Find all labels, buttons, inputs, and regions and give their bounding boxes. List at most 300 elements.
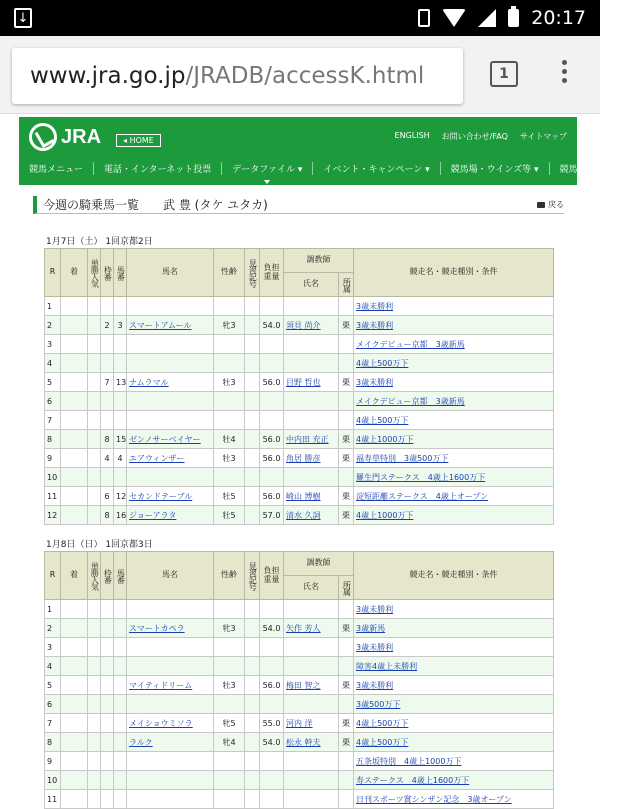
cell-waku: 7 [101, 373, 114, 392]
cell-sexage: 牡5 [214, 487, 245, 506]
horse-link[interactable]: マイティドリーム [129, 680, 193, 690]
cell-sexage [214, 392, 245, 411]
cell-uma: 13 [114, 373, 127, 392]
cell-race [354, 297, 554, 316]
col-trainer-name: 氏名 [284, 576, 339, 600]
race-link[interactable]: 4歳上1000万下 [356, 434, 414, 444]
cell-sexage [214, 638, 245, 657]
cell-waku: 2 [101, 316, 114, 335]
table-row [45, 619, 554, 638]
cell-waku [101, 392, 114, 411]
cell-sexage [214, 297, 245, 316]
cell-horse [127, 411, 214, 430]
cell-mark [61, 411, 88, 430]
race-link[interactable]: 3歳未勝利 [356, 680, 394, 690]
cell-trainer [284, 657, 339, 676]
cell-blinker [245, 752, 260, 771]
table-row [45, 695, 554, 714]
col-blinker: 見習記号 [245, 552, 260, 600]
status-bar [0, 0, 600, 36]
back-icon [537, 202, 545, 208]
cell-trainer [284, 600, 339, 619]
race-link[interactable]: 3歳未勝利 [356, 604, 394, 614]
cell-waku [101, 790, 114, 809]
cell-race [354, 600, 554, 619]
cell-popularity [88, 676, 101, 695]
cell-uma: 4 [114, 449, 127, 468]
cell-race [354, 487, 554, 506]
col-trainer-name: 氏名 [284, 273, 339, 297]
cell-waku: 6 [101, 487, 114, 506]
cell-race [354, 657, 554, 676]
cell-sexage: 牡3 [214, 449, 245, 468]
cell-blinker [245, 373, 260, 392]
cell-affil: 栗 [339, 316, 354, 335]
table-row [45, 657, 554, 676]
nav-keiba-menu[interactable]: 競馬メニュー [19, 162, 94, 175]
cell-race [354, 733, 554, 752]
col-weight: 負担重量 [260, 249, 284, 297]
cell-affil: 栗 [339, 430, 354, 449]
cell-r: 4 [45, 354, 61, 373]
cell-mark [61, 468, 88, 487]
trainer-link[interactable]: 角居 勝彦 [286, 453, 321, 463]
cell-mark [61, 638, 88, 657]
table-row [45, 297, 554, 316]
cell-affil [339, 411, 354, 430]
cell-weight [260, 790, 284, 809]
col-mark: 着 [61, 552, 88, 600]
horse-link[interactable]: ジョーアラタ [129, 510, 177, 520]
horse-link[interactable]: スマートアムール [129, 320, 192, 330]
cell-uma [114, 619, 127, 638]
cell-race [354, 695, 554, 714]
table-row [45, 392, 554, 411]
race-link[interactable]: 3歳未勝利 [356, 301, 394, 311]
overflow-menu-icon[interactable] [562, 60, 570, 83]
table-row [45, 487, 554, 506]
table-row [45, 771, 554, 790]
cell-uma [114, 335, 127, 354]
race-link[interactable]: 3歳未勝利 [356, 377, 394, 387]
table-row [45, 600, 554, 619]
cell-r: 11 [45, 487, 61, 506]
race-link[interactable]: 4歳上500万下 [356, 358, 409, 368]
cell-blinker [245, 449, 260, 468]
cell-horse [127, 354, 214, 373]
cell-waku [101, 771, 114, 790]
cell-weight [260, 695, 284, 714]
race-link[interactable]: 3歳未勝利 [356, 320, 394, 330]
col-mark: 着 [61, 249, 88, 297]
cell-uma: 12 [114, 487, 127, 506]
signal-icon [478, 9, 496, 27]
cell-horse [127, 771, 214, 790]
race-link[interactable]: 4歳上500万下 [356, 415, 409, 425]
cell-uma [114, 733, 127, 752]
cell-weight: 54.0 [260, 316, 284, 335]
col-race: 競走名・競走種別・条件 [354, 552, 554, 600]
cell-uma [114, 790, 127, 809]
race-link[interactable]: 障害4歳上未勝利 [356, 661, 418, 671]
nav-events[interactable]: イベント・キャンペーン ▾ [313, 162, 440, 175]
cell-popularity [88, 790, 101, 809]
cell-r: 1 [45, 600, 61, 619]
cell-trainer [284, 373, 339, 392]
horse-link[interactable]: ゼンノサーベイヤー [129, 434, 201, 444]
cell-trainer [284, 676, 339, 695]
cell-r: 11 [45, 790, 61, 809]
cell-affil [339, 638, 354, 657]
cell-r: 9 [45, 449, 61, 468]
cell-blinker [245, 506, 260, 525]
cell-blinker [245, 714, 260, 733]
trainer-link[interactable]: 中内田 充正 [286, 434, 329, 444]
cell-blinker [245, 316, 260, 335]
day2-date: 1月8日（日） 1回京都3日 [46, 540, 153, 550]
cell-blinker [245, 430, 260, 449]
col-horse: 馬名 [127, 552, 214, 600]
nav-gallery[interactable]: 競馬ギャラリー ▾ [559, 164, 630, 175]
cell-mark [61, 752, 88, 771]
table-row [45, 316, 554, 335]
col-sexage: 性齢 [214, 552, 245, 600]
cell-weight: 56.0 [260, 487, 284, 506]
cell-blinker [245, 638, 260, 657]
cell-blinker [245, 695, 260, 714]
cell-waku [101, 297, 114, 316]
cell-waku [101, 733, 114, 752]
cell-horse [127, 638, 214, 657]
horse-link[interactable]: エアウィンザー [129, 453, 185, 463]
cell-trainer [284, 487, 339, 506]
cell-waku [101, 468, 114, 487]
cell-blinker [245, 657, 260, 676]
cell-race [354, 752, 554, 771]
table-row [45, 790, 554, 809]
cell-popularity [88, 752, 101, 771]
cell-trainer [284, 316, 339, 335]
cell-sexage: 牝3 [214, 316, 245, 335]
col-uma: 馬番 [114, 249, 127, 297]
cell-affil [339, 468, 354, 487]
race-link[interactable]: 4歳上1000万下 [356, 510, 414, 520]
cell-popularity [88, 714, 101, 733]
cell-uma [114, 638, 127, 657]
race-link[interactable]: 福寿草特別 3歳500万下 [356, 453, 449, 463]
cell-waku [101, 600, 114, 619]
cell-weight [260, 638, 284, 657]
col-waku: 枠番 [101, 552, 114, 600]
cell-horse [127, 506, 214, 525]
cell-weight: 55.0 [260, 714, 284, 733]
cell-race [354, 619, 554, 638]
horse-link[interactable]: ラルク [129, 737, 153, 747]
trainer-link[interactable]: 河内 洋 [286, 718, 313, 728]
cell-race [354, 771, 554, 790]
cell-affil: 栗 [339, 449, 354, 468]
cell-mark [61, 297, 88, 316]
cell-blinker [245, 354, 260, 373]
cell-waku [101, 752, 114, 771]
nav-datafile[interactable]: データファイル ▾ [222, 162, 313, 175]
cell-mark [61, 430, 88, 449]
cell-horse [127, 657, 214, 676]
cell-r: 4 [45, 657, 61, 676]
cell-r: 12 [45, 506, 61, 525]
col-popularity: 単勝人気 [88, 552, 101, 600]
cell-weight: 54.0 [260, 733, 284, 752]
cell-uma [114, 297, 127, 316]
cell-popularity [88, 733, 101, 752]
trainer-link[interactable]: 崎山 博樹 [286, 491, 321, 501]
cell-waku: 4 [101, 449, 114, 468]
race-link[interactable]: 3歳未勝利 [356, 642, 394, 652]
trainer-link[interactable]: 梅田 智之 [286, 680, 321, 690]
cell-waku: 8 [101, 430, 114, 449]
cell-sexage: 牡4 [214, 430, 245, 449]
cell-affil [339, 657, 354, 676]
col-trainer-group: 調教師 [284, 552, 354, 576]
cell-weight: 56.0 [260, 676, 284, 695]
trainer-link[interactable]: 目野 哲也 [286, 377, 321, 387]
table-row [45, 752, 554, 771]
trainer-link[interactable]: 須貝 尚介 [286, 320, 321, 330]
trainer-link[interactable]: 清水 久詞 [286, 510, 321, 520]
cell-horse [127, 600, 214, 619]
cell-affil: 栗 [339, 733, 354, 752]
cell-waku [101, 354, 114, 373]
cell-r: 8 [45, 733, 61, 752]
url-path: /JRADB/accessK.html [185, 63, 425, 89]
cell-weight [260, 392, 284, 411]
cell-sexage: 牝3 [214, 619, 245, 638]
cell-trainer [284, 297, 339, 316]
cell-r: 1 [45, 297, 61, 316]
cell-race [354, 335, 554, 354]
cell-trainer [284, 411, 339, 430]
cell-affil [339, 354, 354, 373]
cell-r: 10 [45, 468, 61, 487]
cell-race [354, 354, 554, 373]
race-link[interactable]: 五条坂特別 4歳上1000万下 [356, 756, 462, 766]
cell-r: 5 [45, 676, 61, 695]
cell-trainer [284, 752, 339, 771]
cell-uma [114, 657, 127, 676]
cell-horse [127, 714, 214, 733]
cell-mark [61, 354, 88, 373]
cell-blinker [245, 771, 260, 790]
horse-link[interactable]: メイショウミソラ [129, 718, 193, 728]
horse-link[interactable]: セカンドテーブル [129, 491, 193, 501]
main-nav [19, 155, 630, 181]
cell-horse [127, 297, 214, 316]
cell-r: 9 [45, 752, 61, 771]
race-link[interactable]: メイクデビュー京都 3歳新馬 [356, 339, 465, 349]
col-horse: 馬名 [127, 249, 214, 297]
nav-racecourses[interactable]: 競馬場・ウインズ等 ▾ [441, 162, 550, 175]
race-link[interactable]: 4歳上500万下 [356, 737, 409, 747]
cell-race [354, 373, 554, 392]
link-english[interactable]: ENGLISH [394, 131, 430, 140]
nav-voting[interactable]: 電話・インターネット投票 [94, 162, 222, 175]
race-link[interactable]: 日刊スポーツ賞シンザン記念 3歳オープン [356, 794, 512, 804]
col-trainer-affil: 所属 [339, 273, 354, 297]
col-weight: 負担重量 [260, 552, 284, 600]
cell-popularity [88, 487, 101, 506]
trainer-link[interactable]: 松永 幹夫 [286, 737, 321, 747]
cell-popularity [88, 468, 101, 487]
cell-mark [61, 335, 88, 354]
cell-popularity [88, 373, 101, 392]
race-link[interactable]: 羅生門ステークス 4歳上1600万下 [356, 472, 486, 482]
jra-header [19, 117, 630, 185]
cell-trainer [284, 335, 339, 354]
cell-popularity [88, 392, 101, 411]
col-trainer-affil: 所属 [339, 576, 354, 600]
day1-date: 1月7日（土） 1回京都2日 [46, 237, 153, 247]
cell-r: 2 [45, 619, 61, 638]
cell-blinker [245, 392, 260, 411]
table-row [45, 449, 554, 468]
cell-r: 6 [45, 392, 61, 411]
cell-sexage [214, 600, 245, 619]
cell-weight [260, 297, 284, 316]
cell-blinker [245, 468, 260, 487]
col-trainer-group: 調教師 [284, 249, 354, 273]
link-faq[interactable]: お問い合わせ/FAQ [441, 132, 508, 141]
cell-weight [260, 600, 284, 619]
cell-horse [127, 373, 214, 392]
trainer-link[interactable]: 矢作 芳人 [286, 623, 321, 633]
col-r: R [45, 552, 61, 600]
cell-blinker [245, 487, 260, 506]
cell-trainer [284, 790, 339, 809]
tab-switcher-button[interactable]: 1 [490, 61, 518, 87]
cell-r: 3 [45, 638, 61, 657]
race-link[interactable]: メイクデビュー京都 3歳新馬 [356, 396, 465, 406]
cell-mark [61, 676, 88, 695]
wifi-icon [442, 9, 466, 27]
cell-race [354, 468, 554, 487]
cell-uma [114, 676, 127, 695]
cell-affil: 栗 [339, 714, 354, 733]
cell-waku [101, 657, 114, 676]
table-row [45, 468, 554, 487]
home-button[interactable]: ◂ HOME [116, 134, 161, 147]
cell-horse [127, 335, 214, 354]
horse-link[interactable]: スマートカペラ [129, 623, 185, 633]
cell-race [354, 449, 554, 468]
jra-logo[interactable] [29, 123, 101, 151]
cell-weight [260, 657, 284, 676]
back-link[interactable]: 戻る [537, 199, 564, 210]
cell-weight: 57.0 [260, 506, 284, 525]
cell-mark [61, 790, 88, 809]
cell-affil: 栗 [339, 506, 354, 525]
cell-waku [101, 695, 114, 714]
race-link[interactable]: 淀短距離ステークス 4歳上オープン [356, 491, 489, 501]
cell-weight: 56.0 [260, 373, 284, 392]
cell-waku [101, 411, 114, 430]
table-row [45, 411, 554, 430]
cell-horse [127, 790, 214, 809]
cell-uma [114, 392, 127, 411]
cell-trainer [284, 771, 339, 790]
cell-blinker [245, 411, 260, 430]
cell-uma [114, 411, 127, 430]
cell-blinker [245, 790, 260, 809]
table-row [45, 676, 554, 695]
cell-trainer [284, 714, 339, 733]
horse-link[interactable]: ナムラマル [129, 377, 169, 387]
link-sitemap[interactable]: サイトマップ [519, 132, 567, 141]
cell-weight [260, 771, 284, 790]
race-link[interactable]: 4歳上500万下 [356, 718, 409, 728]
day2-table [44, 551, 554, 809]
cell-blinker [245, 619, 260, 638]
cell-sexage: 牡3 [214, 676, 245, 695]
cell-horse [127, 487, 214, 506]
url-bar[interactable] [12, 48, 463, 104]
cell-waku: 8 [101, 506, 114, 525]
cell-uma: 15 [114, 430, 127, 449]
cell-trainer [284, 354, 339, 373]
cell-race [354, 430, 554, 449]
cell-uma [114, 714, 127, 733]
cell-trainer [284, 468, 339, 487]
cell-mark [61, 714, 88, 733]
col-race: 競走名・競走種別・条件 [354, 249, 554, 297]
cell-weight: 54.0 [260, 619, 284, 638]
cell-popularity [88, 638, 101, 657]
race-link[interactable]: 寿ステークス 4歳上1600万下 [356, 775, 470, 785]
cell-waku [101, 619, 114, 638]
col-blinker: 見習記号 [245, 249, 260, 297]
table-row [45, 506, 554, 525]
jockey-name: 武 豊 (タケ ユタカ) [163, 198, 268, 212]
cell-affil [339, 392, 354, 411]
cell-mark [61, 695, 88, 714]
table-row [45, 430, 554, 449]
cell-weight [260, 335, 284, 354]
table-row [45, 638, 554, 657]
cell-popularity [88, 297, 101, 316]
vibrate-icon [418, 9, 430, 27]
cell-affil [339, 695, 354, 714]
cell-popularity [88, 771, 101, 790]
race-link[interactable]: 3歳新馬 [356, 623, 386, 633]
cell-sexage: 牝4 [214, 733, 245, 752]
cell-horse [127, 676, 214, 695]
cell-popularity [88, 430, 101, 449]
race-link[interactable]: 3歳500万下 [356, 699, 401, 709]
url-host: www.jra.go.jp [30, 63, 186, 89]
col-waku: 枠番 [101, 249, 114, 297]
jra-logo-text: JRA [61, 125, 102, 148]
cell-weight: 56.0 [260, 430, 284, 449]
cell-sexage: 牡5 [214, 506, 245, 525]
cell-mark [61, 771, 88, 790]
cell-uma [114, 771, 127, 790]
cell-popularity [88, 335, 101, 354]
cell-weight [260, 468, 284, 487]
cell-popularity [88, 600, 101, 619]
cell-sexage [214, 657, 245, 676]
cell-horse [127, 430, 214, 449]
cell-r: 3 [45, 335, 61, 354]
cell-affil [339, 752, 354, 771]
